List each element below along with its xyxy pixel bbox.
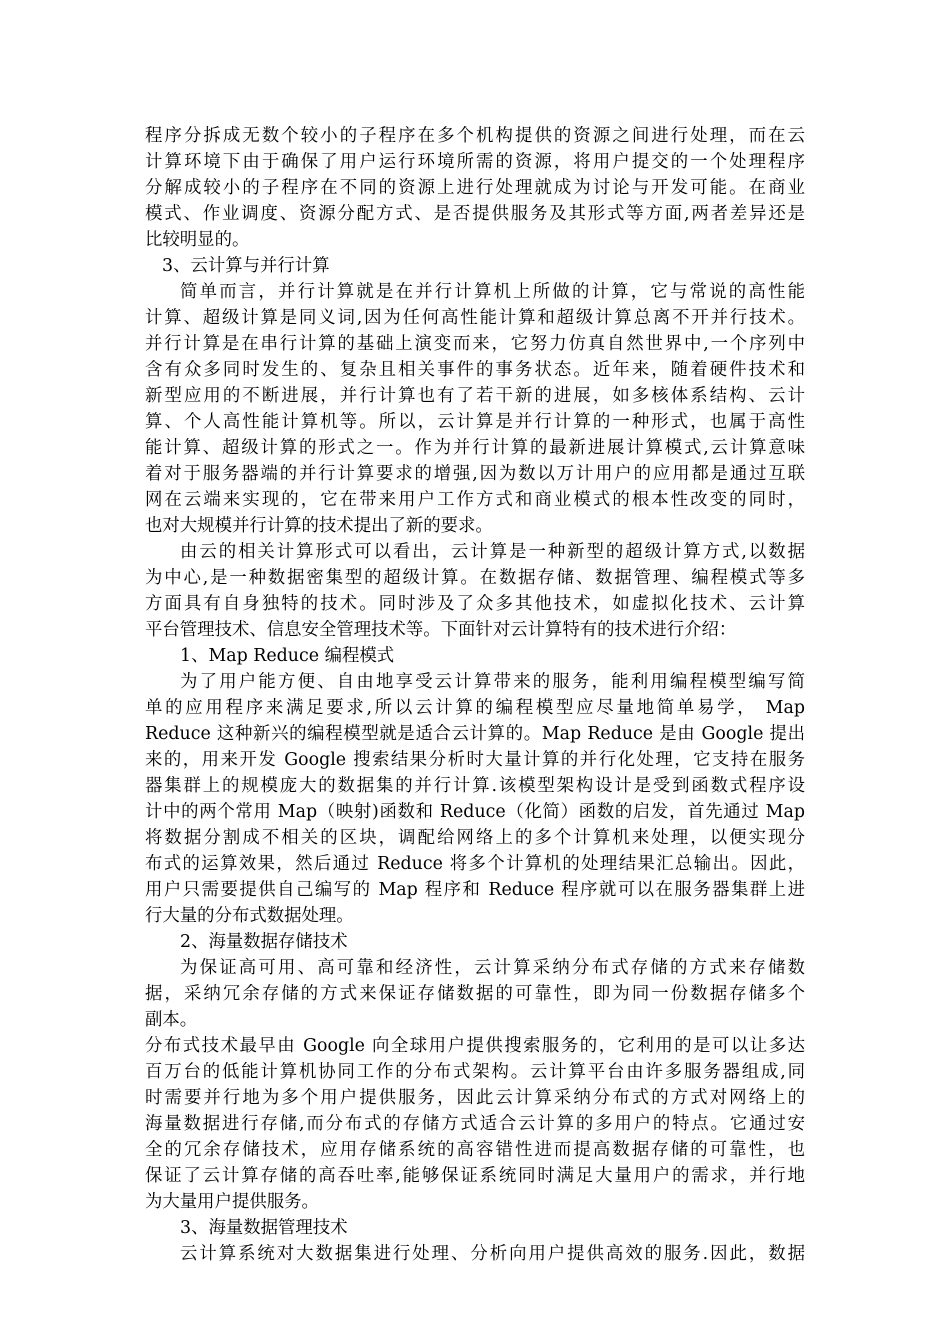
body-text-line: 方面具有自身独特的技术。同时涉及了众多其他技术，如虚拟化技术、云计算: [145, 594, 805, 614]
body-text-line: 将数据分割成不相关的区块，调配给网络上的多个计算机来处理，以便实现分: [145, 828, 805, 848]
body-text-line: 计算、超级计算是同义词,因为任何高性能计算和超级计算总离不开并行技术。: [145, 308, 805, 328]
paragraph-end-line: 副本。: [145, 1010, 198, 1030]
body-text-line: 单的应用程序来满足要求,所以云计算的编程模型应尽量地简单易学， Map: [145, 698, 805, 718]
body-text-line: 模式、作业调度、资源分配方式、是否提供服务及其形式等方面,两者差异还是: [145, 204, 805, 224]
body-text-line: 百万台的低能计算机协同工作的分布式架构。云计算平台由许多服务器组成,同: [145, 1062, 805, 1082]
paragraph-end-line: 比较明显的。: [145, 230, 250, 250]
paragraph-end-line: 为大量用户提供服务。: [145, 1192, 319, 1212]
body-text-line: 用户只需要提供自己编写的 Map 程序和 Reduce 程序就可以在服务器集群上进: [145, 880, 805, 900]
body-text-line: 新型应用的不断进展，并行计算也有了若干新的进展，如多核体系结构、云计: [145, 386, 805, 406]
body-text-line: 并行计算是在串行计算的基础上演变而来，它努力仿真自然世界中,一个序列中: [145, 334, 805, 354]
paragraph-first-line: 由云的相关计算形式可以看出，云计算是一种新型的超级计算方式,以数据: [180, 542, 805, 562]
body-text-line: Reduce 这种新兴的编程模型就是适合云计算的。Map Reduce 是由 Google 提出: [145, 724, 805, 744]
body-text-line: 计算环境下由于确保了用户运行环境所需的资源，将用户提交的一个处理程序: [145, 152, 805, 172]
paragraph-end-line: 行大量的分布式数据处理。: [145, 906, 354, 926]
paragraph-first-line: 为了用户能方便、自由地享受云计算带来的服务，能利用编程模型编写简: [180, 672, 805, 692]
body-text-line: 布式的运算效果，然后通过 Reduce 将多个计算机的处理结果汇总输出。因此，: [145, 854, 805, 874]
body-text-line: 程序分拆成无数个较小的子程序在多个机构提供的资源之间进行处理，而在云: [145, 126, 805, 146]
paragraph-first-line: 简单而言，并行计算就是在并行计算机上所做的计算，它与常说的高性能: [180, 282, 805, 302]
subsection-heading: 1、Map Reduce 编程模式: [180, 646, 395, 666]
body-text-line: 含有众多同时发生的、复杂且相关事件的事务状态。近年来，随着硬件技术和: [145, 360, 805, 380]
body-text-line: 据，采纳冗余存储的方式来保证存储数据的可靠性，即为同一份数据存储多个: [145, 984, 805, 1004]
subsection-heading: 3、海量数据管理技术: [180, 1218, 348, 1238]
document-page: [145, 123, 805, 1267]
body-text-line: 着对于服务器端的并行计算要求的增强,因为数以万计用户的应用都是通过互联: [145, 464, 805, 484]
paragraph-first-line: 为保证高可用、高可靠和经济性，云计算采纳分布式存储的方式来存储数: [180, 958, 805, 978]
body-text-line: 能计算、超级计算的形式之一。作为并行计算的最新进展计算模式,云计算意味: [145, 438, 805, 458]
body-text-line: 保证了云计算存储的高吞吐率,能够保证系统同时满足大量用户的需求，并行地: [145, 1166, 805, 1186]
subsection-heading: 2、海量数据存储技术: [180, 932, 348, 952]
section-heading: 3、云计算与并行计算: [162, 256, 330, 276]
body-text-line: 器集群上的规模庞大的数据集的并行计算.该模型架构设计是受到函数式程序设: [145, 776, 805, 796]
body-text-line: 算、个人高性能计算机等。所以，云计算是并行计算的一种形式，也属于高性: [145, 412, 805, 432]
body-text-line: 计中的两个常用 Map（映射)函数和 Reduce（化简）函数的启发，首先通过 Map: [145, 802, 805, 822]
body-text-line: 海量数据进行存储,而分布式的存储方式适合云计算的多用户的特点。它通过安: [145, 1114, 805, 1134]
body-text-line: 为中心,是一种数据密集型的超级计算。在数据存储、数据管理、编程模式等多: [145, 568, 805, 588]
paragraph-end-line: 也对大规模并行计算的技术提出了新的要求。: [145, 516, 493, 536]
paragraph-end-line: 平台管理技术、信息安全管理技术等。下面针对云计算特有的技术进行介绍：: [145, 620, 737, 640]
body-text-line: 分解成较小的子程序在不同的资源上进行处理就成为讨论与开发可能。在商业: [145, 178, 805, 198]
body-text-line: 时需要并行地为多个用户提供服务，因此云计算采纳分布式的方式对网络上的: [145, 1088, 805, 1108]
body-text-line: 分布式技术最早由 Google 向全球用户提供搜索服务的，它利用的是可以让多达: [145, 1036, 805, 1056]
paragraph-first-line: 云计算系统对大数据集进行处理、分析向用户提供高效的服务.因此，数据: [180, 1244, 805, 1264]
body-text-line: 网在云端来实现的，它在带来用户工作方式和商业模式的根本性改变的同时，: [145, 490, 805, 510]
body-text-line: 全的冗余存储技术，应用存储系统的高容错性进而提高数据存储的可靠性，也: [145, 1140, 805, 1160]
body-text-line: 来的，用来开发 Google 搜索结果分析时大量计算的并行化处理，它支持在服务: [145, 750, 805, 770]
